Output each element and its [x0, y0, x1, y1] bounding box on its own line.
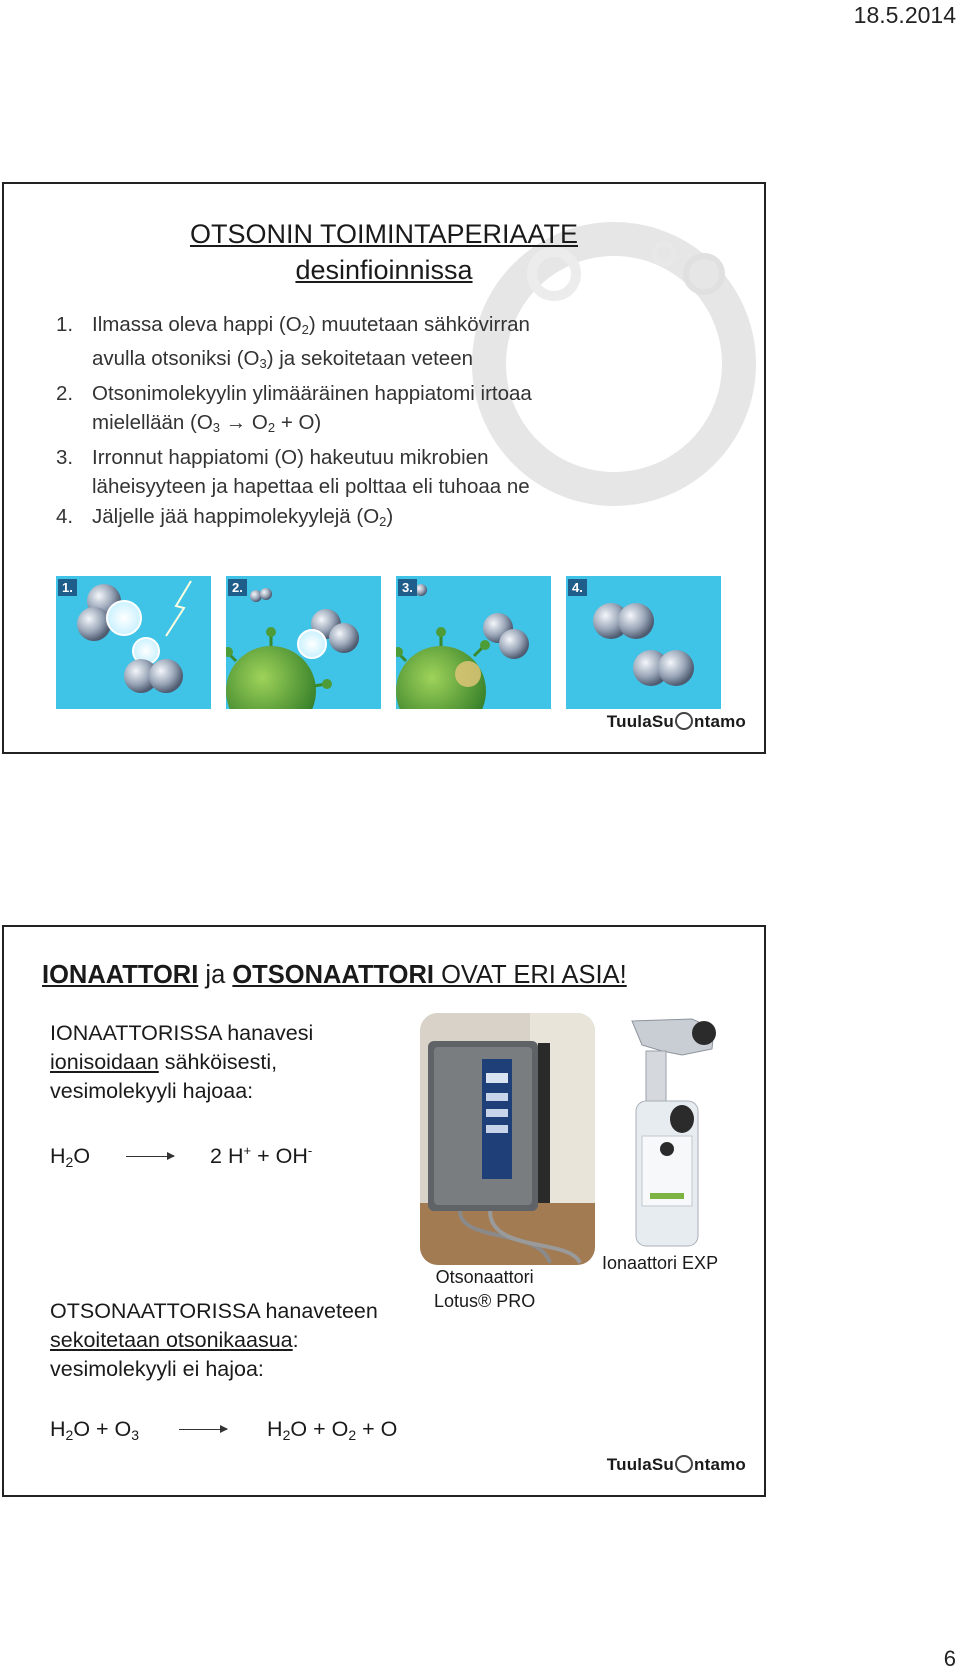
- panel-number: 1.: [58, 579, 77, 596]
- reaction-arrow-icon: [179, 1429, 227, 1430]
- title-line-2: desinfioinnissa: [295, 255, 473, 285]
- otsonaattori-photo: [420, 1013, 595, 1265]
- title-line-1: OTSONIN TOIMINTAPERIAATE: [189, 219, 579, 249]
- oxidation-illustration: [396, 576, 551, 709]
- oxygen-molecules-illustration: [566, 576, 721, 709]
- company-logo: TuulaSu ntamo: [606, 1455, 746, 1474]
- ionaattori-photo: [622, 1011, 732, 1259]
- molecules-illustration: [56, 576, 211, 709]
- slide-ionizer-vs-ozonator: [2, 925, 766, 1497]
- logo-ring-icon: [675, 1455, 693, 1473]
- step-item: 4. Jäljelle jää happimolekyylejä $(O_2)$: [56, 505, 394, 529]
- ionaattori-caption: Ionaattori EXP: [602, 1253, 719, 1273]
- step-item: 1. Ilmassa oleva happi $(O_2)$ muutetaan sähkövirran avulla otsoniksi $(O_3)$ ja sekoitetaan veteen: [56, 313, 530, 371]
- otsonaattori-caption: Otsonaattori Lotus® PRO: [434, 1267, 536, 1311]
- process-panel-2: [226, 576, 381, 709]
- panel-number: 3.: [398, 579, 417, 596]
- panel-number: 2.: [228, 579, 247, 596]
- process-panel-3: [396, 576, 551, 709]
- ozonator-device-illustration: [420, 1013, 595, 1265]
- slide-title: [4, 216, 764, 288]
- ozone-process-illustration: [56, 576, 721, 711]
- process-panel-1: [56, 576, 211, 709]
- page-date: 18.5.2014: [853, 2, 956, 28]
- ozonator-equation: $H_2O + O_3$ $H_2O + O_2 + O$: [50, 1417, 398, 1443]
- page-number: 6: [943, 1646, 956, 1671]
- ionizer-description: IONAATTORISSA hanavesi ionisoidaan sähköisesti, vesimolekyyli hajoaa:: [50, 1021, 314, 1103]
- company-logo: TuulaSu ntamo: [606, 712, 746, 731]
- ionizer-equation: $H_2O$ 2 H+ + OH-: [50, 1143, 313, 1170]
- slide-heading: IONAATTORI ja OTSONAATTORI OVAT ERI ASIA!: [42, 961, 627, 989]
- step-item: 2. Otsonimolekyylin ylimääräinen happiatomi irtoaa mielellään $(O_3 \to O_2 + O)$: [56, 382, 532, 435]
- panel-number: 4.: [568, 579, 587, 596]
- process-panel-4: [566, 576, 721, 709]
- step-item: 3. Irronnut happiatomi (O) hakeutuu mikrobien läheisyyteen ja hapettaa eli polttaa eli tuhoaa ne: [56, 446, 530, 498]
- microbe-illustration: [226, 576, 381, 709]
- steps-list: [56, 310, 716, 537]
- ionizer-device-illustration: [622, 1011, 732, 1259]
- logo-ring-icon: [675, 712, 693, 730]
- reaction-arrow-icon: [126, 1156, 174, 1157]
- ozonator-description: OTSONAATTORISSA hanaveteen sekoitetaan otsonikaasua: vesimolekyyli ei hajoa:: [50, 1299, 378, 1381]
- slide-ozone-principle: [2, 182, 766, 754]
